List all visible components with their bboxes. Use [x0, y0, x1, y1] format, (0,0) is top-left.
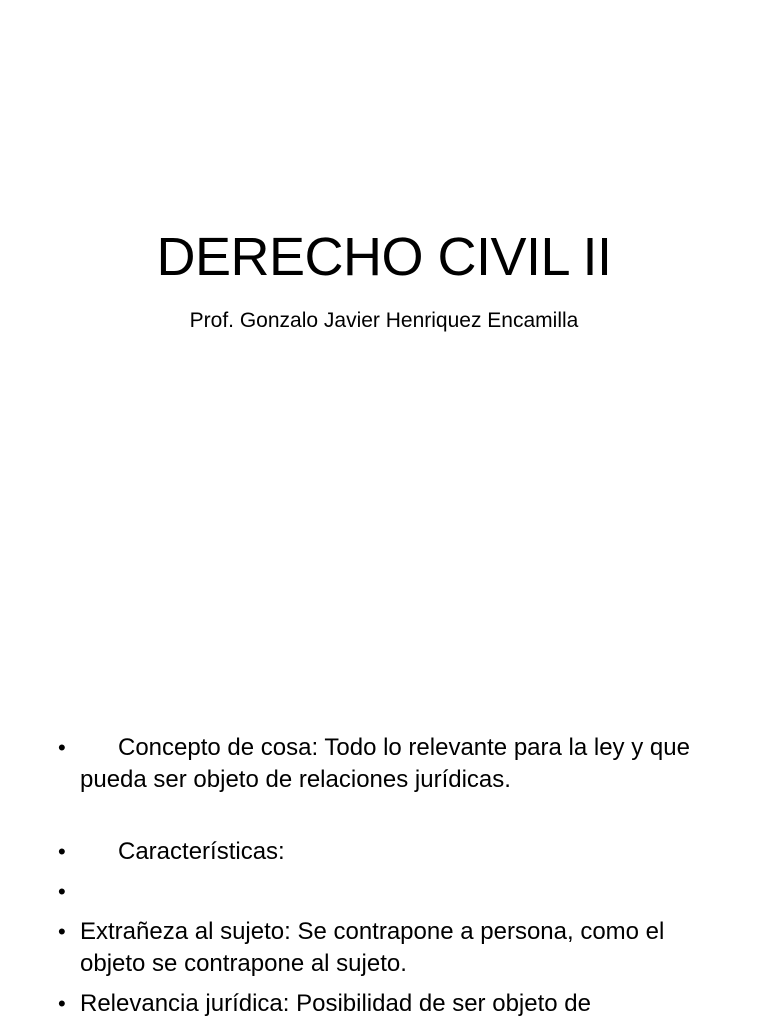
content-slide: [0, 696, 768, 1024]
bullet-icon: •: [58, 839, 66, 864]
bullet-text: Relevancia jurídica: Posibilidad de ser objeto de: [80, 990, 591, 1017]
bullet-item-extraneza: [58, 916, 728, 980]
slide-title: DERECHO CIVIL II: [156, 227, 612, 287]
bullet-item-caracteristicas: [58, 836, 728, 868]
bullet-icon: •: [58, 735, 66, 760]
bullet-item-empty: [58, 876, 728, 908]
bullet-icon: •: [58, 991, 66, 1016]
bullet-list: [58, 732, 728, 1020]
bullet-icon: •: [58, 879, 66, 904]
bullet-text: Extrañeza al sujeto: Se contrapone a persona, como el objeto se contrapone al sujeto.: [80, 918, 665, 977]
bullet-item-concepto: [58, 732, 728, 796]
bullet-text: Características:: [118, 838, 285, 865]
bullet-icon: •: [58, 919, 66, 944]
slide-subtitle: Prof. Gonzalo Javier Henriquez Encamilla: [189, 309, 579, 332]
bullet-text: Concepto de cosa: Todo lo relevante para la ley y que pueda ser objeto de relaciones jurídicas.: [80, 734, 690, 793]
bullet-item-relevancia: [58, 988, 728, 1020]
